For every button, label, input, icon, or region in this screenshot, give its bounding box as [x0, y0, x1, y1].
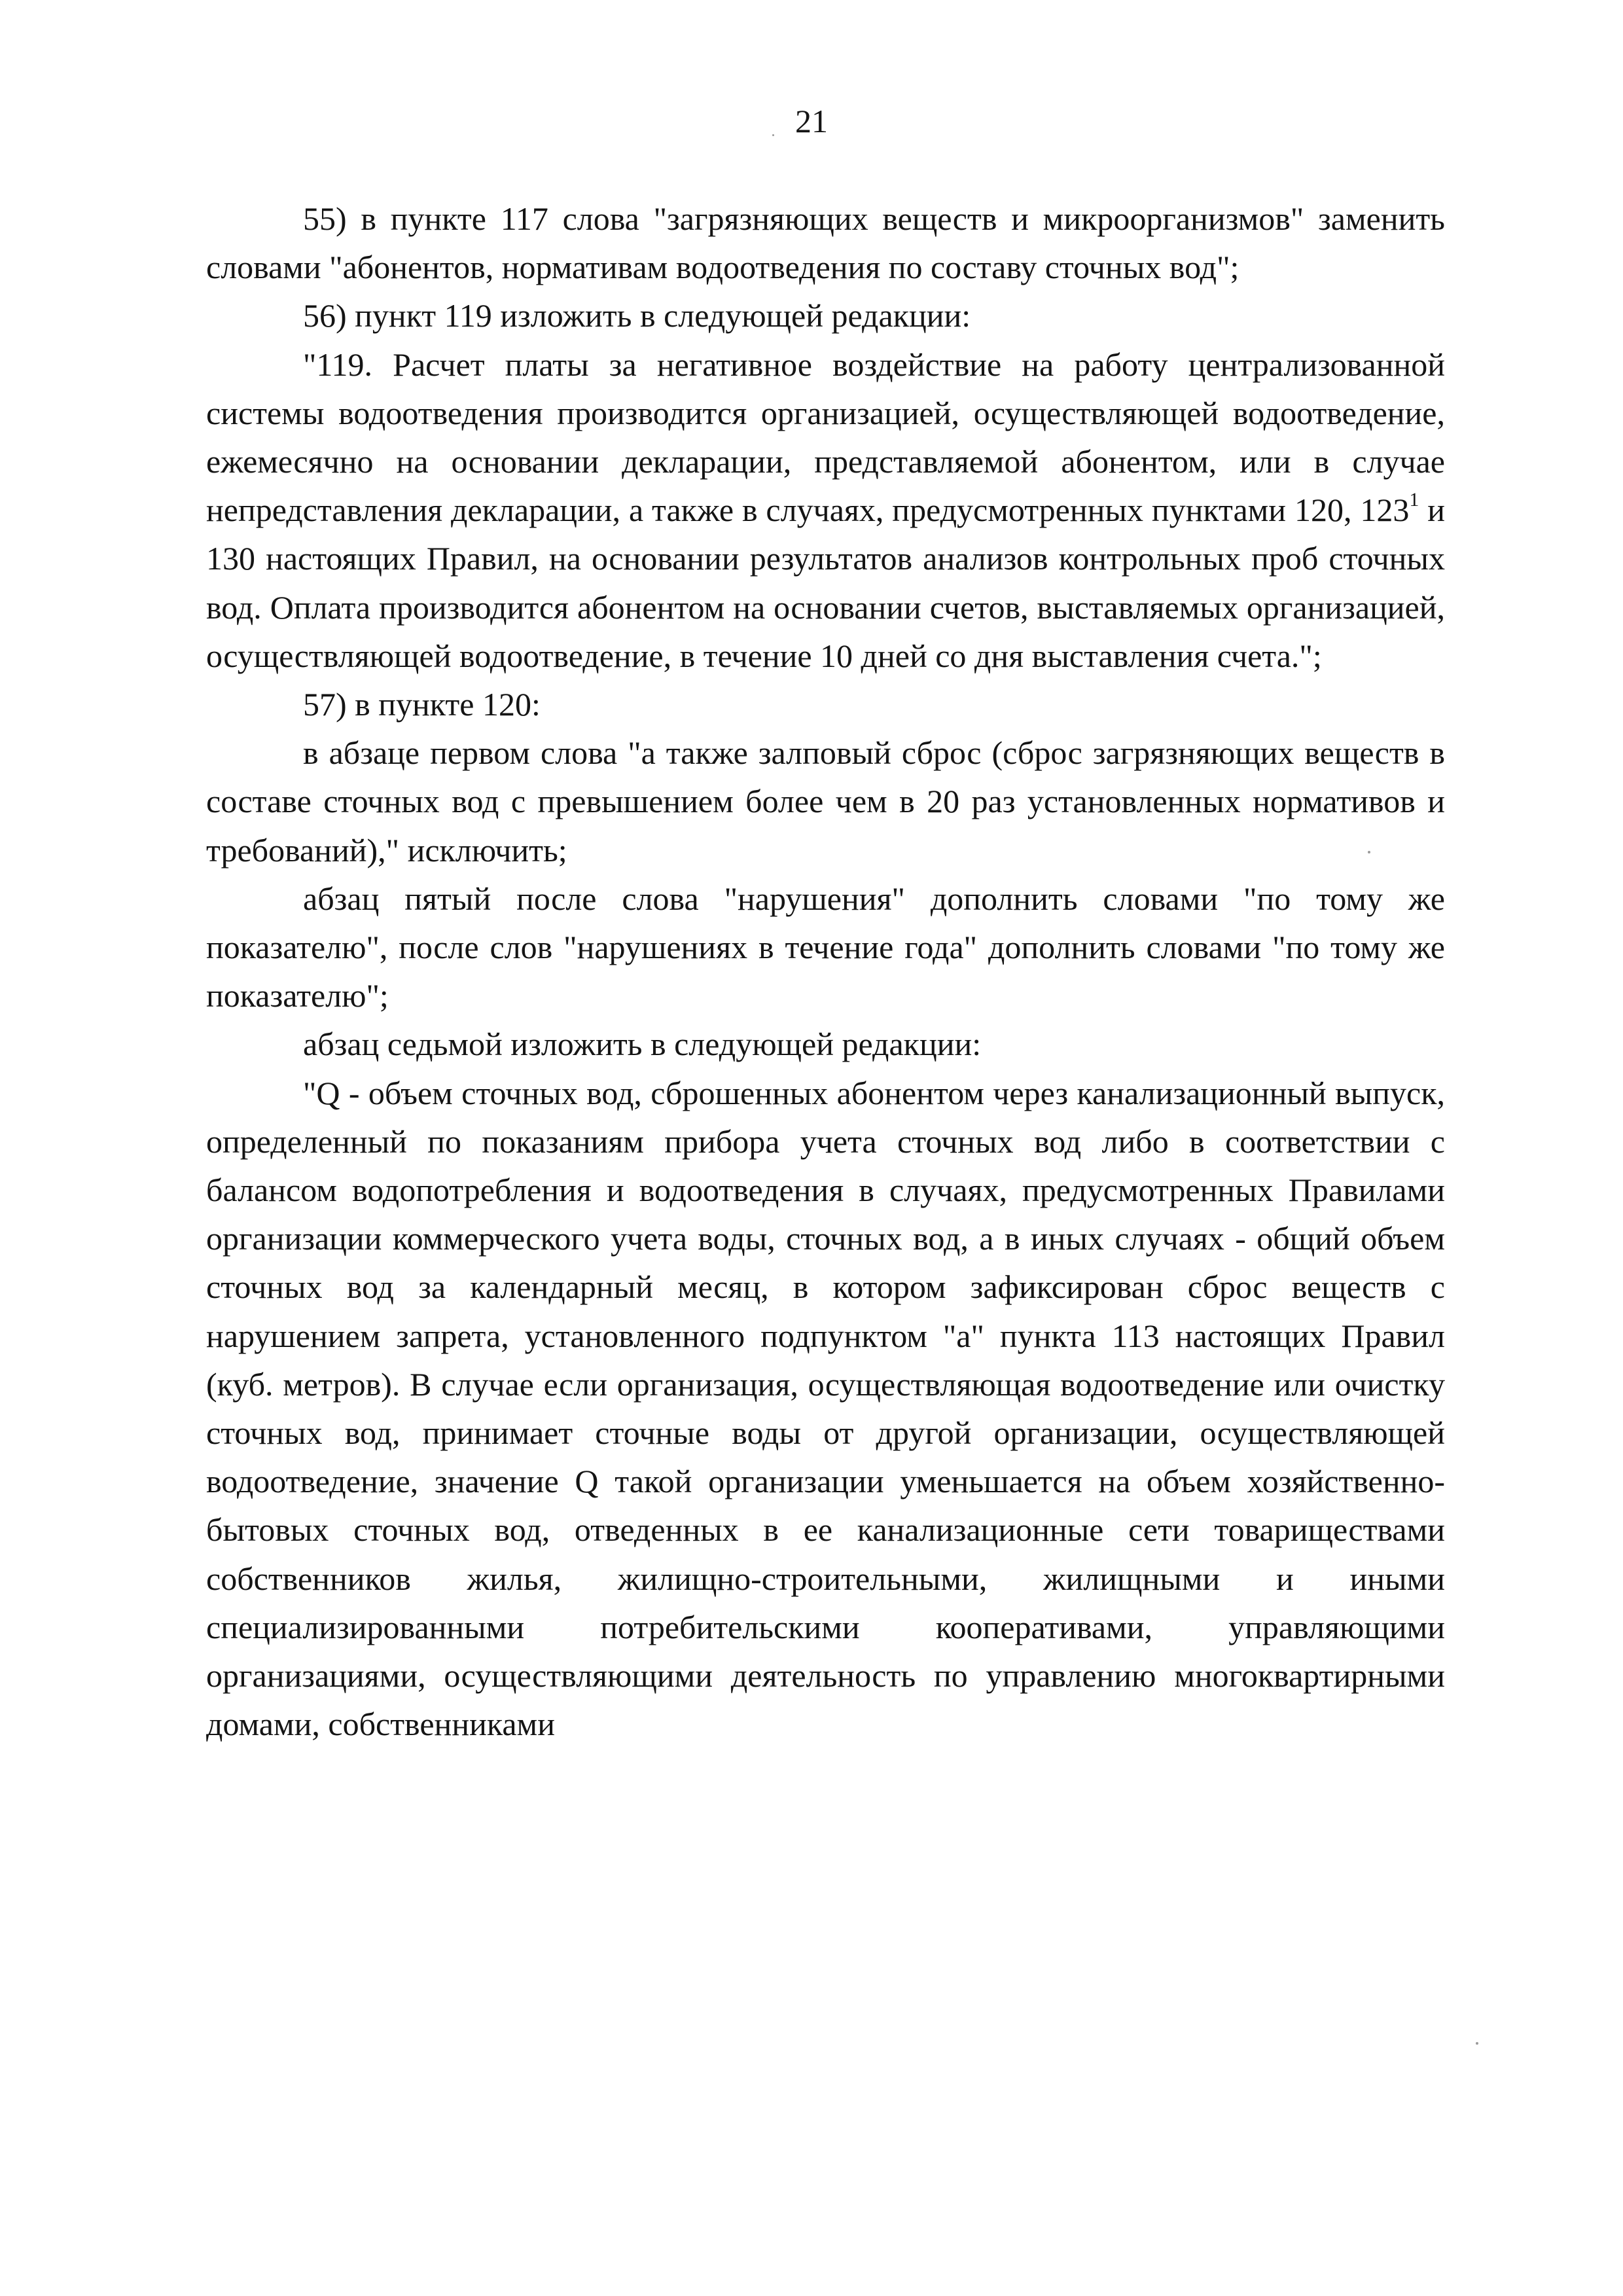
paragraph-abzac-first: в абзаце первом слова "а также залповый сброс (сброс загрязняющих веществ в составе сточных вод с превышением более чем в 20 раз установленных нормативов и требований)," исключить; — [206, 734, 1445, 869]
clause-119-text-start: "119. Расчет платы за негативное воздействие на работу централизованной системы водоотведения производится организацией, осуществляющей водоотведение, ежемесячно на основании декларации, представляемой абонентом, или в случае непредставления декларации, а также в случаях, предусмотренных пунктами 120, 123 — [206, 346, 1445, 529]
paragraph-item-57: 57) в пункте 120: — [303, 686, 541, 723]
paragraph-abzac-seventh: абзац седьмой изложить в следующей редакции: — [303, 1026, 982, 1063]
paragraph-q-definition: "Q - объем сточных вод, сброшенных абонентом через канализационный выпуск, определенный по показаниям прибора учета сточных вод либо в соответствии с балансом водопотребления и водоотведения в случаях, предусмотренных Правилами организации коммерческого учета воды, сточных вод, а в иных случаях - общий объем сточных вод за календарный месяц, в котором зафиксирован сброс веществ с нарушением запрета, установленного подпунктом "а" пункта 113 настоящих Правил (куб. метров). В случае если организация, осуществляющая водоотведение или очистку сточных вод, принимает сточные воды от другой организации, осуществляющей водоотведение, значение Q такой организации уменьшается на объем хозяйственно-бытовых сточных вод, отведенных в ее канализационные сети товариществами собственников жилья, жилищно-строительными, жилищными и иными специализированными потребительскими кооперативами, управляющими организациями, осуществляющими деятельность по управлению многоквартирными домами, собственниками — [206, 1074, 1445, 1743]
paragraph-clause-119 — [206, 340, 1445, 680]
document-body — [206, 194, 1445, 1749]
page-number: 21 — [795, 103, 828, 139]
paragraph-item-55: 55) в пункте 117 слова "загрязняющих веществ и микроорганизмов" заменить словами "абонентов, нормативам водоотведения по составу сточных вод"; — [206, 200, 1445, 286]
superscript-index: 1 — [1409, 488, 1419, 511]
scan-speck — [1476, 2042, 1478, 2045]
clause-119-text-end: и 130 настоящих Правил, на основании результатов анализов контрольных проб сточных вод. Оплата производится абонентом на основании счетов, выставляемых организацией, осуществляющей водоотведение, в течение 10 дней со дня выставления счета."; — [206, 492, 1445, 674]
paragraph-item-56: 56) пункт 119 изложить в следующей редакции: — [303, 297, 971, 334]
scan-speck — [1368, 851, 1370, 853]
scan-speck — [772, 134, 774, 136]
paragraph-abzac-fifth: абзац пятый после слова "нарушения" дополнить словами "по тому же показателю", после слов "нарушениях в течение года" дополнить словами "по тому же показателю"; — [206, 880, 1445, 1014]
